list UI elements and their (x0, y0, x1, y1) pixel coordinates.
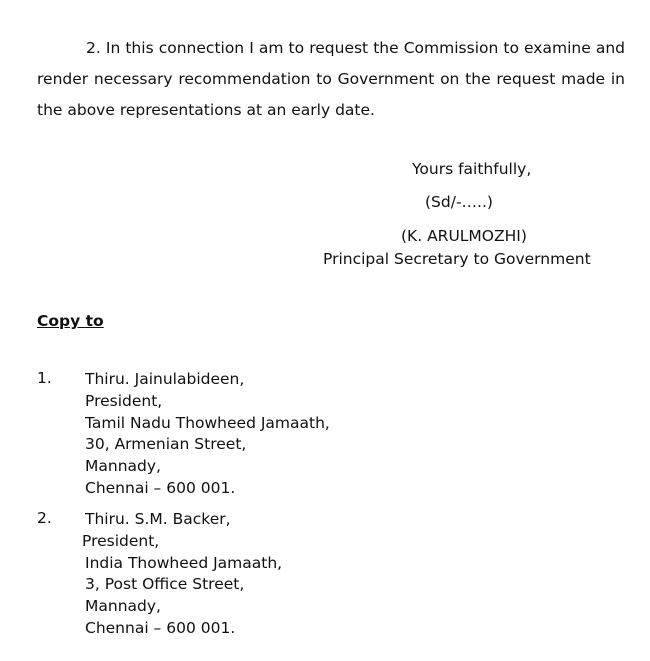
recipient-locality: Mannady, (85, 597, 161, 616)
recipient-address (85, 369, 330, 500)
signatory-name: (K. ARULMOZHI) (401, 227, 527, 245)
recipient-title: President, (82, 531, 160, 550)
signatory-designation: Principal Secretary to Government (323, 250, 591, 268)
recipient-address (82, 509, 283, 640)
signature-closing: Yours faithfully, (412, 160, 532, 178)
recipient-organization: Tamil Nadu Thowheed Jamaath, (85, 413, 330, 432)
recipient-name: Thiru. Jainulabideen, (85, 370, 245, 388)
recipient-locality: Mannady, (85, 457, 161, 476)
copy-to-heading: Copy to (37, 312, 104, 330)
recipient-street: 30, Armenian Street, (85, 435, 247, 454)
recipient-city: Chennai – 600 001. (85, 618, 236, 637)
recipient-name: Thiru. S.M. Backer, (85, 510, 231, 528)
recipient-number: 1. (37, 369, 52, 387)
recipient-street: 3, Post Office Street, (85, 575, 245, 594)
recipient-city: Chennai – 600 001. (85, 478, 236, 497)
body-paragraph: 2. In this connection I am to request the Commission to examine and render necessary recommendation to Government on the request made in the above representations at an early date. (37, 39, 625, 119)
recipient-organization: India Thowheed Jamaath, (85, 553, 283, 572)
signature-signed: (Sd/-…..) (425, 193, 493, 211)
recipient-number: 2. (37, 509, 52, 527)
recipient-title: President, (85, 391, 163, 410)
